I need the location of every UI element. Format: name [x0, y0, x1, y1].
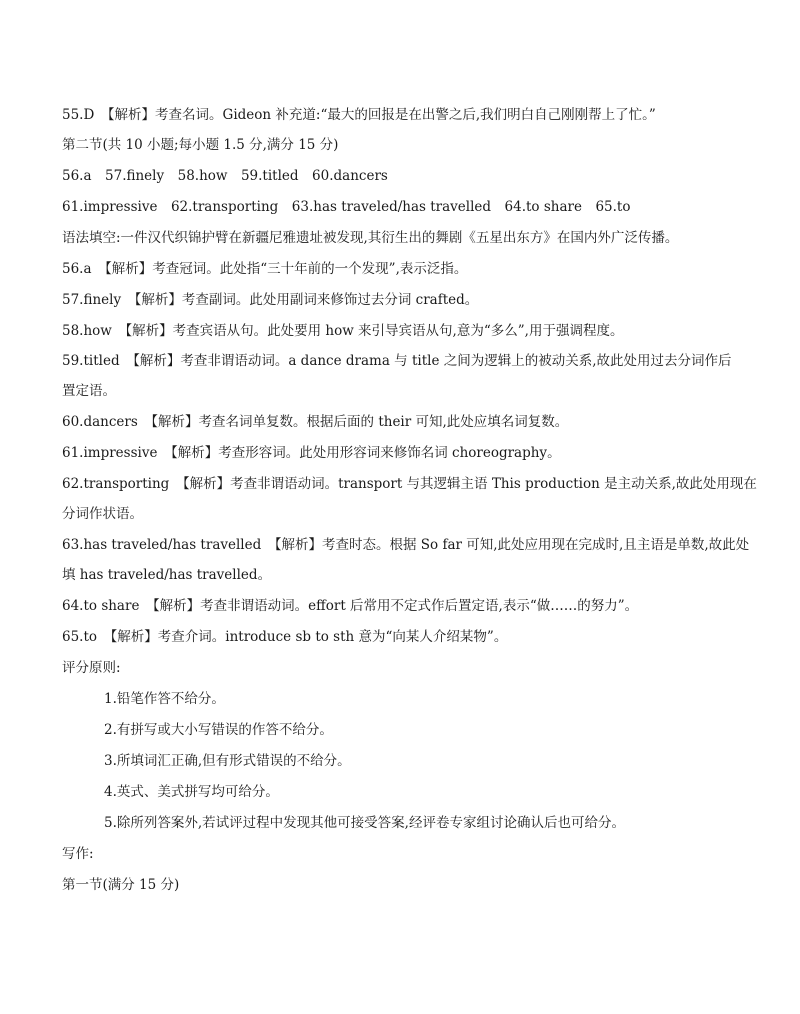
explanation-62: 62.transporting 【解析】考查非谓语动词。transport 与其逻辑主语 This production 是主动关系,故此处用现在: [62, 476, 757, 492]
grammar-fill-intro: 语法填空:一件汉代织锦护臂在新疆尼雅遗址被发现,其衍生出的舞剧《五星出东方》在国内外广泛传播。: [62, 230, 679, 246]
explanation-56: 56.a 【解析】考查冠词。此处指“三十年前的一个发现”,表示泛指。: [62, 261, 468, 277]
scoring-rule-3: 3.所填词汇正确,但有形式错误的不给分。: [104, 753, 351, 769]
explanation-59-cont: 置定语。: [62, 383, 116, 399]
explanation-63-cont: 填 has traveled/has travelled。: [62, 567, 272, 583]
scoring-rule-1: 1.铅笔作答不给分。: [104, 691, 225, 707]
explanation-59: 59.titled 【解析】考查非谓语动词。a dance drama 与 title 之间为逻辑上的被动关系,故此处用过去分词作后: [62, 353, 732, 369]
writing-heading: 写作:: [62, 846, 94, 862]
scoring-principles-heading: 评分原则:: [62, 660, 121, 676]
scoring-rule-4: 4.英式、美式拼写均可给分。: [104, 784, 279, 800]
explanation-63: 63.has traveled/has travelled 【解析】考查时态。根据 So far 可知,此处应用现在完成时,且主语是单数,故此处: [62, 537, 750, 553]
explanation-61: 61.impressive 【解析】考查形容词。此处用形容词来修饰名词 choreography。: [62, 445, 561, 461]
scoring-rule-5: 5.除所列答案外,若试评过程中发现其他可接受答案,经评卷专家组讨论确认后也可给分。: [104, 815, 625, 831]
explanation-58: 58.how 【解析】考查宾语从句。此处要用 how 来引导宾语从句,意为“多么”,用于强调程度。: [62, 323, 624, 339]
explanation-60: 60.dancers 【解析】考查名词单复数。根据后面的 their 可知,此处应填名词复数。: [62, 414, 569, 430]
explanation-65: 65.to 【解析】考查介词。introduce sb to sth 意为“向某人介绍某物”。: [62, 629, 508, 645]
answers-61-65: 61.impressive 62.transporting 63.has traveled/has travelled 64.to share 65.to: [62, 199, 631, 215]
explanation-64: 64.to share 【解析】考查非谓语动词。effort 后常用不定式作后置定语,表示“做……的努力”。: [62, 598, 639, 614]
scoring-rule-2: 2.有拼写或大小写错误的作答不给分。: [104, 722, 333, 738]
writing-section-one-heading: 第一节(满分 15 分): [62, 877, 180, 893]
section-two-heading: 第二节(共 10 小题;每小题 1.5 分,满分 15 分): [62, 137, 339, 153]
explanation-62-cont: 分词作状语。: [62, 506, 143, 522]
explanation-57: 57.finely 【解析】考查副词。此处用副词来修饰过去分词 crafted。: [62, 292, 479, 308]
answer-55: 55.D 【解析】考查名词。Gideon 补充道:“最大的回报是在出警之后,我们明白自己刚刚帮上了忙。”: [62, 107, 656, 123]
answers-56-60: 56.a 57.finely 58.how 59.titled 60.dancers: [62, 168, 388, 184]
